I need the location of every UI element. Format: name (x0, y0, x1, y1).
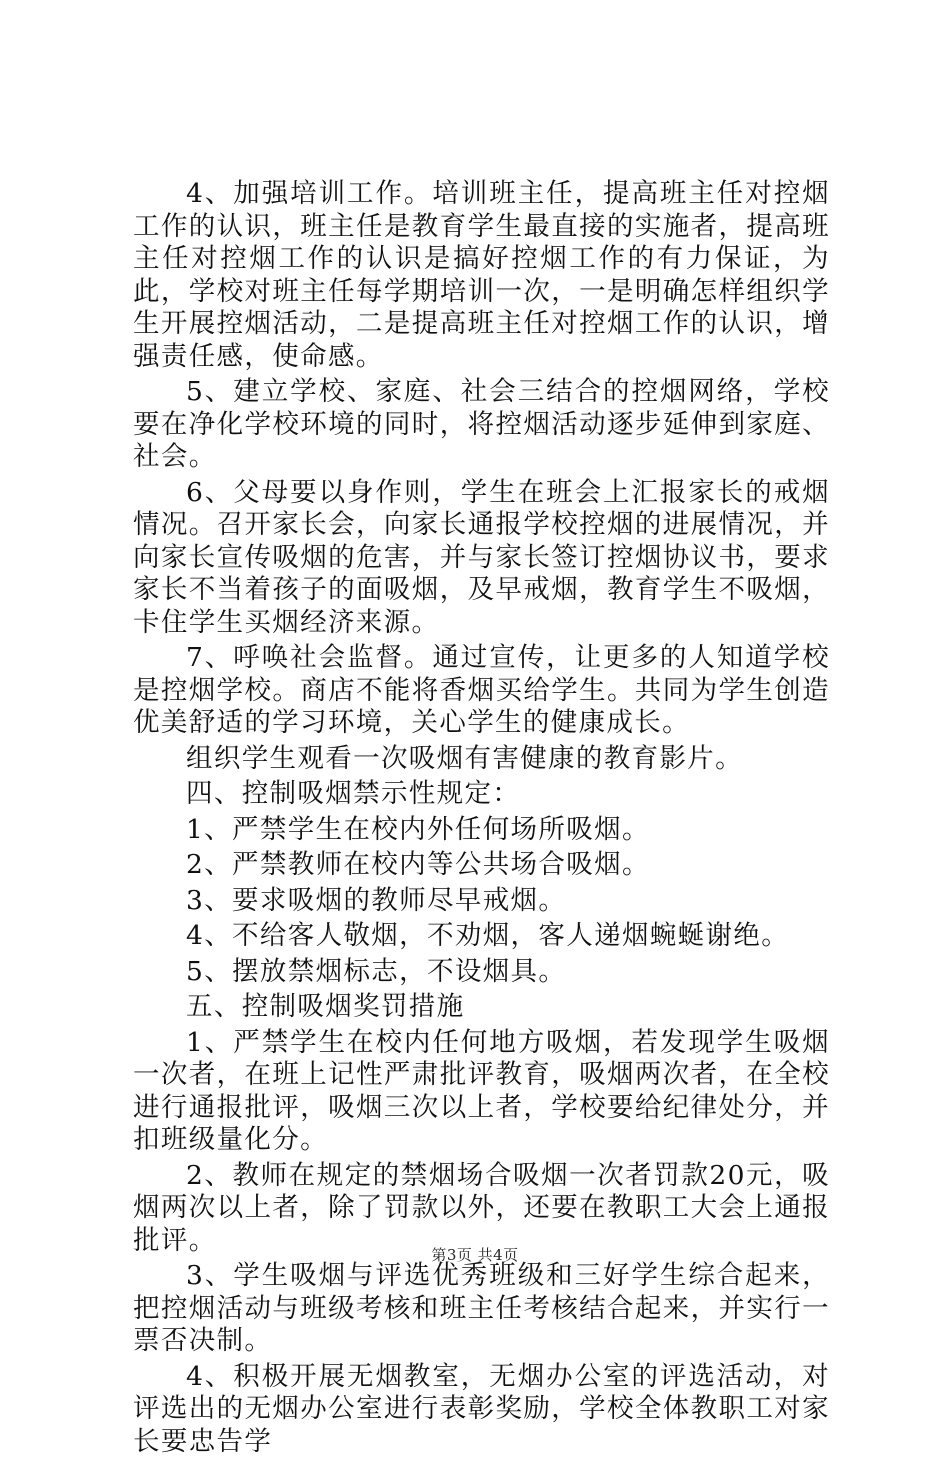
paragraph-5: 组织学生观看一次吸烟有害健康的教育影片。 (186, 742, 743, 774)
measure-item-1: 1、严禁学生在校内任何地方吸烟，若发现学生吸烟一次者，在班上记性严肃批评教育，吸烟两次者，在全校进行通报批评，吸烟三次以上者，学校要给纪律处分，并扣班级量化分。 (133, 1026, 830, 1155)
rule-item-2: 2、严禁教师在校内等公共场合吸烟。 (186, 849, 650, 880)
page-number-footer: 第3页 共4页 (431, 1246, 519, 1264)
rule-item-3: 3、要求吸烟的教师尽早戒烟。 (186, 884, 567, 916)
paragraph-2: 5、建立学校、家庭、社会三结合的控烟网络，学校要在净化学校环境的同时，将控烟活动逐步延伸到家庭、社会。 (133, 376, 830, 472)
document-body (133, 178, 830, 1461)
rule-item-5: 5、摆放禁烟标志，不设烟具。 (186, 955, 567, 987)
rule-item-4: 4、不给客人敬烟，不劝烟，客人递烟蜿蜒谢绝。 (186, 920, 790, 951)
paragraph-4: 7、呼唤社会监督。通过宣传，让更多的人知道学校是控烟学校。商店不能将香烟买给学生。共同为学生创造优美舒适的学习环境，关心学生的健康成长。 (133, 642, 830, 738)
section-heading-5: 五、控制吸烟奖罚措施 (186, 991, 465, 1022)
measure-item-3: 3、学生吸烟与评选优秀班级和三好学生综合起来，把控烟活动与班级考核和班主任考核结合起来，并实行一票否决制。 (133, 1260, 830, 1356)
measure-item-2: 2、教师在规定的禁烟场合吸烟一次者罚款20元，吸烟两次以上者，除了罚款以外，还要在教职工大会上通报批评。 (133, 1159, 830, 1256)
measure-item-4: 4、积极开展无烟教室，无烟办公室的评选活动，对评选出的无烟办公室进行表彰奖励，学校全体教职工对家长要忠告学 (133, 1360, 830, 1457)
paragraph-1: 4、加强培训工作。培训班主任，提高班主任对控烟工作的认识，班主任是教育学生最直接的实施者，提高班主任对控烟工作的认识是搞好控烟工作的有力保证，为此，学校对班主任每学期培训一次，一是明确怎样组织学生开展控烟活动，二是提高班主任对控烟工作的认识，增强责任感，使命感。 (133, 178, 830, 372)
section-heading-4: 四、控制吸烟禁示性规定： (186, 778, 521, 809)
paragraph-3: 6、父母要以身作则，学生在班会上汇报家长的戒烟情况。召开家长会，向家长通报学校控烟的进展情况，并向家长宣传吸烟的危害，并与家长签订控烟协议书，要求家长不当着孩子的面吸烟，及早戒烟，教育学生不吸烟，卡住学生买烟经济来源。 (133, 476, 830, 638)
rule-item-1: 1、严禁学生在校内外任何场所吸烟。 (186, 813, 650, 845)
